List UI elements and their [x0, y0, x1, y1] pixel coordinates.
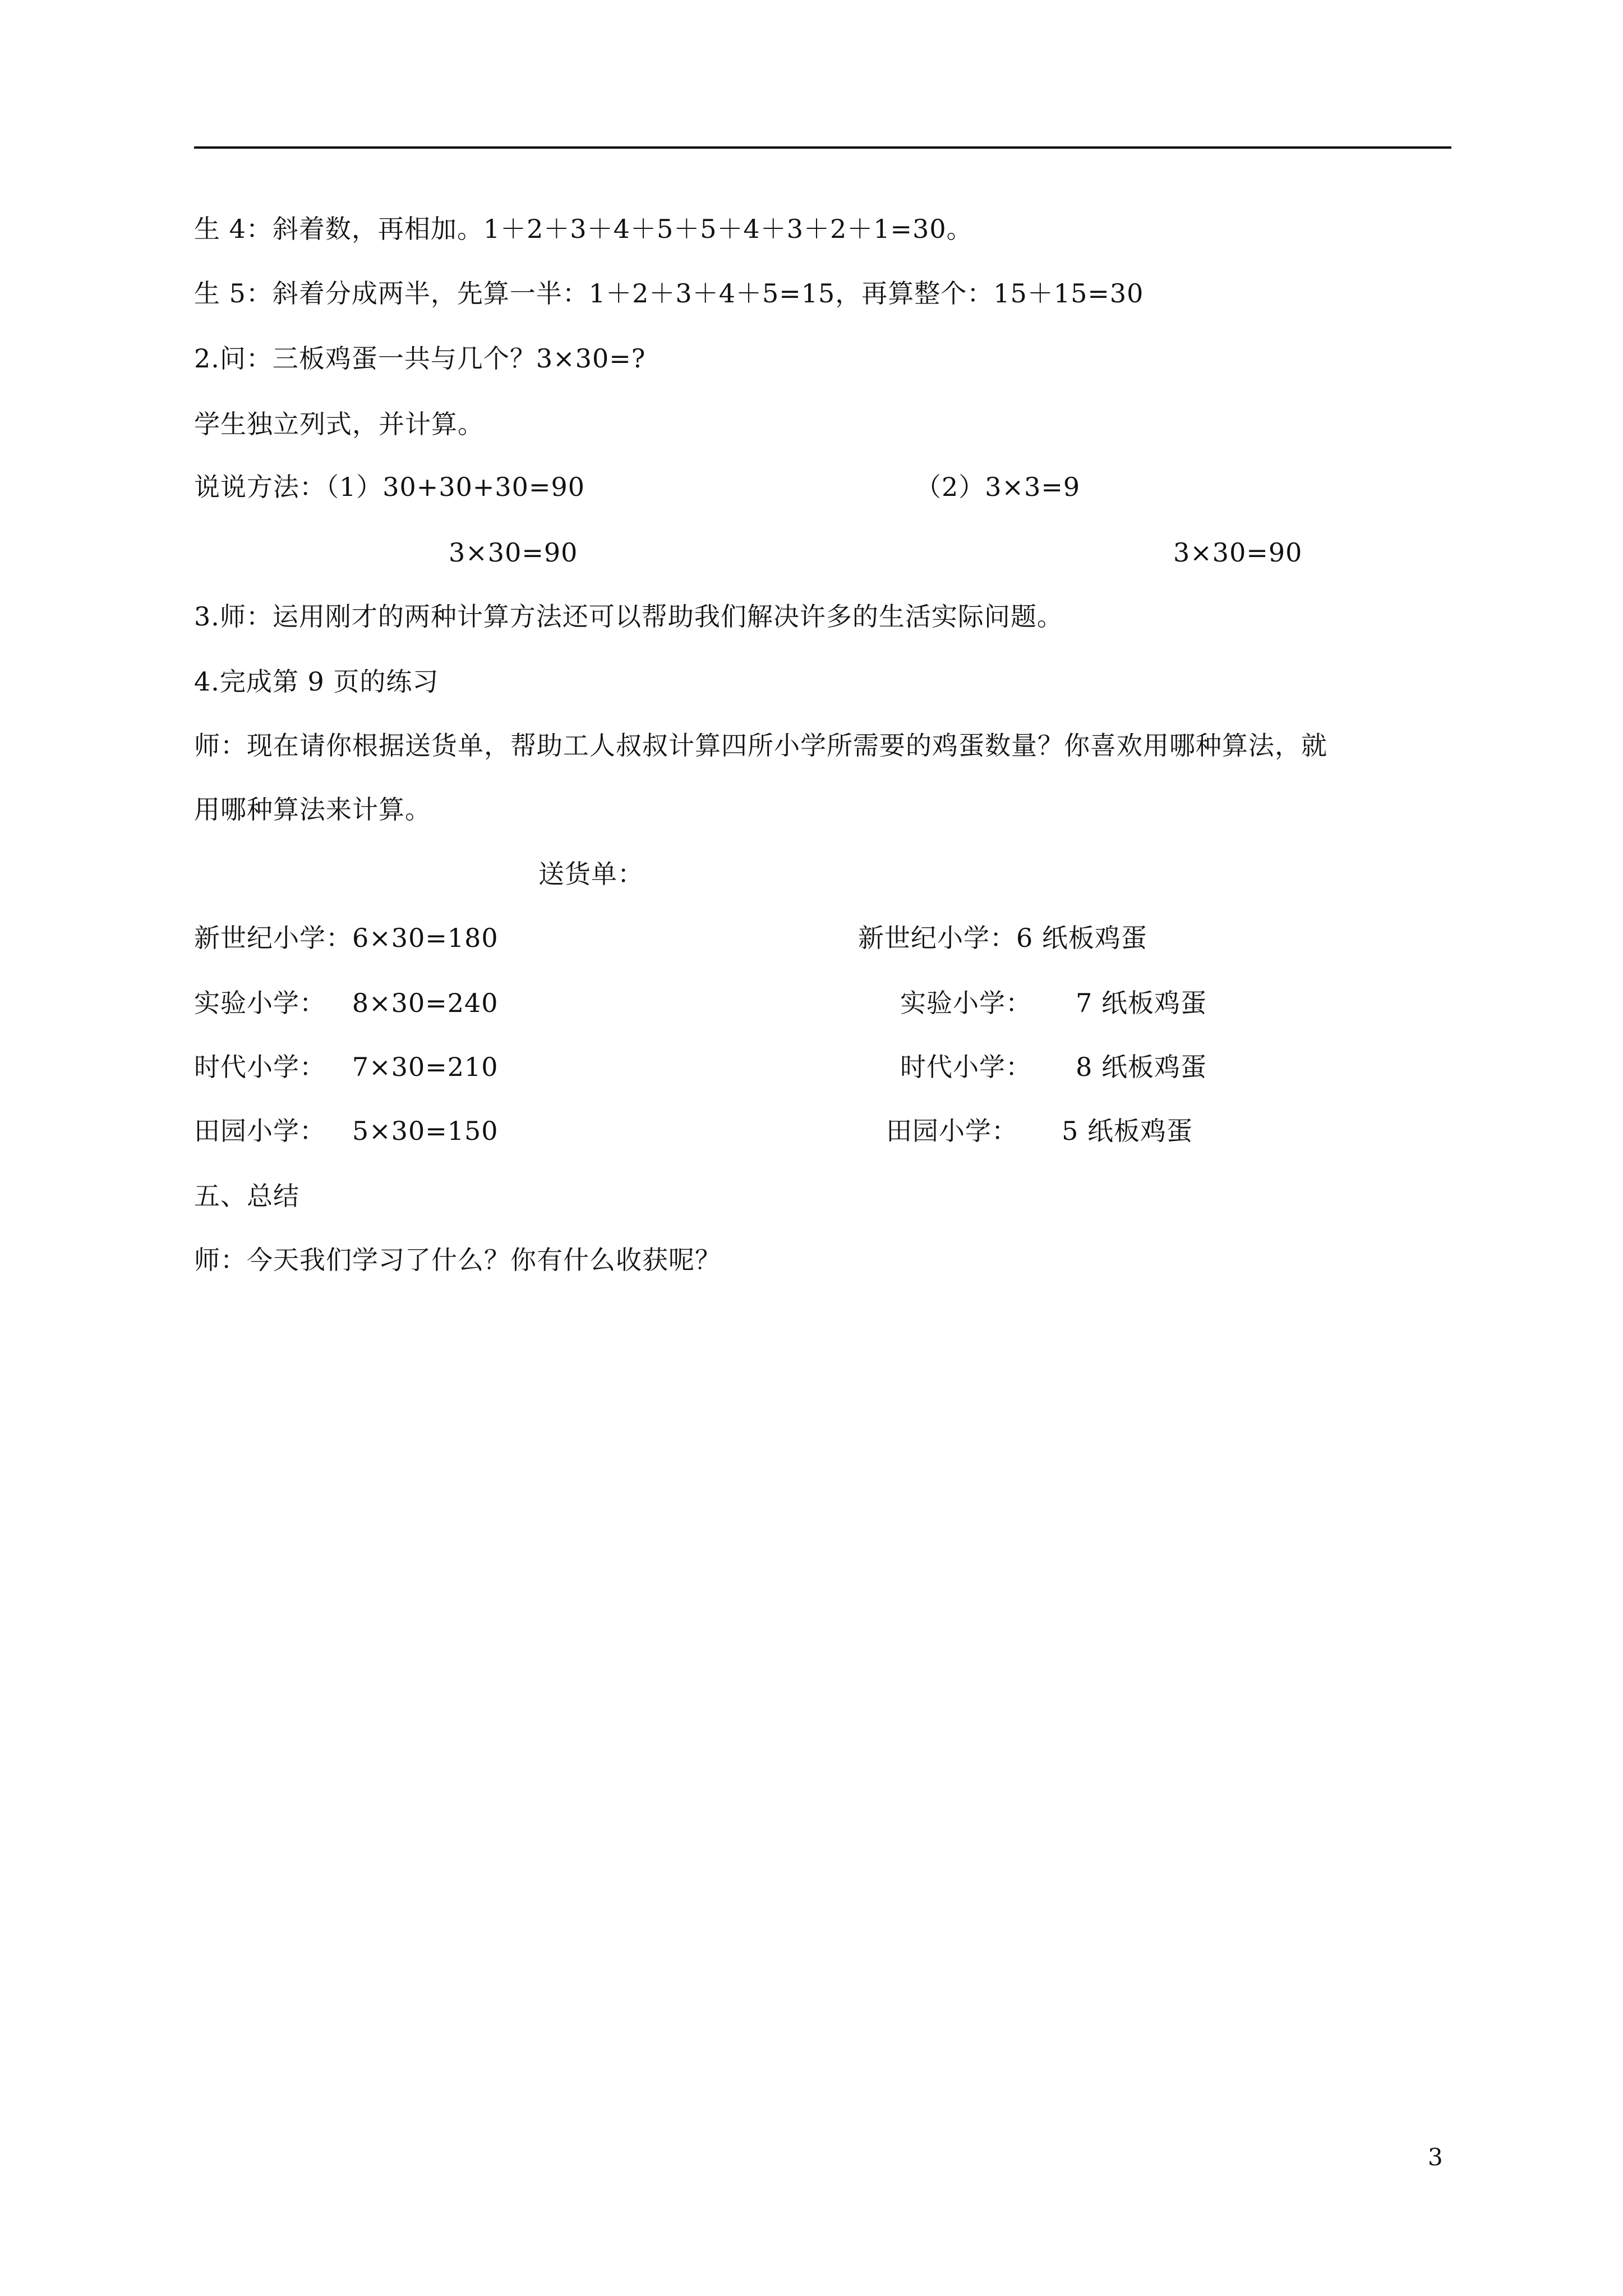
student-4-answer: 生 4：斜着数，再相加。1＋2＋3＋4＋5＋5＋4＋3＋2＋1=30。	[194, 214, 973, 244]
closing-question: 师：今天我们学习了什么？你有什么收获呢？	[194, 1245, 721, 1275]
item-4-line: 4.完成第 9 页的练习	[194, 666, 439, 697]
method-2-line: （2）3×3=9	[915, 472, 1081, 502]
delivery-calc-row: 田园小学： 5×30=150	[194, 1116, 499, 1146]
section-5-heading: 五、总结	[194, 1181, 299, 1211]
delivery-order-row: 田园小学： 5 纸板鸡蛋	[886, 1116, 1193, 1146]
delivery-order-row: 时代小学： 8 纸板鸡蛋	[900, 1052, 1207, 1082]
method-1-line: 说说方法：（1）30+30+30=90	[194, 472, 585, 502]
delivery-calc-row: 时代小学： 7×30=210	[194, 1052, 499, 1082]
method-2-result: 3×30=90	[1173, 537, 1303, 568]
question-2: 2.问：三板鸡蛋一共与几个？3×30=?	[194, 343, 646, 374]
delivery-note-title: 送货单：	[538, 859, 644, 889]
page-number: 3	[1428, 2143, 1443, 2171]
independent-work-line: 学生独立列式，并计算。	[194, 409, 484, 439]
header-rule	[194, 146, 1451, 149]
delivery-order-row: 新世纪小学：6 纸板鸡蛋	[858, 923, 1147, 953]
method-1-result: 3×30=90	[449, 537, 578, 568]
delivery-order-row: 实验小学： 7 纸板鸡蛋	[900, 988, 1207, 1018]
item-3-line: 3.师：运用刚才的两种计算方法还可以帮助我们解决许多的生活实际问题。	[194, 601, 1063, 632]
delivery-calc-row: 实验小学： 8×30=240	[194, 988, 499, 1018]
delivery-calc-row: 新世纪小学：6×30=180	[194, 923, 499, 953]
teacher-instruction-line-1: 师：现在请你根据送货单，帮助工人叔叔计算四所小学所需要的鸡蛋数量？你喜欢用哪种算法，就	[194, 730, 1327, 761]
student-5-answer: 生 5：斜着分成两半，先算一半：1＋2＋3＋4＋5=15，再算整个：15＋15=30	[194, 278, 1144, 309]
teacher-instruction-line-2: 用哪种算法来计算。	[194, 794, 431, 825]
